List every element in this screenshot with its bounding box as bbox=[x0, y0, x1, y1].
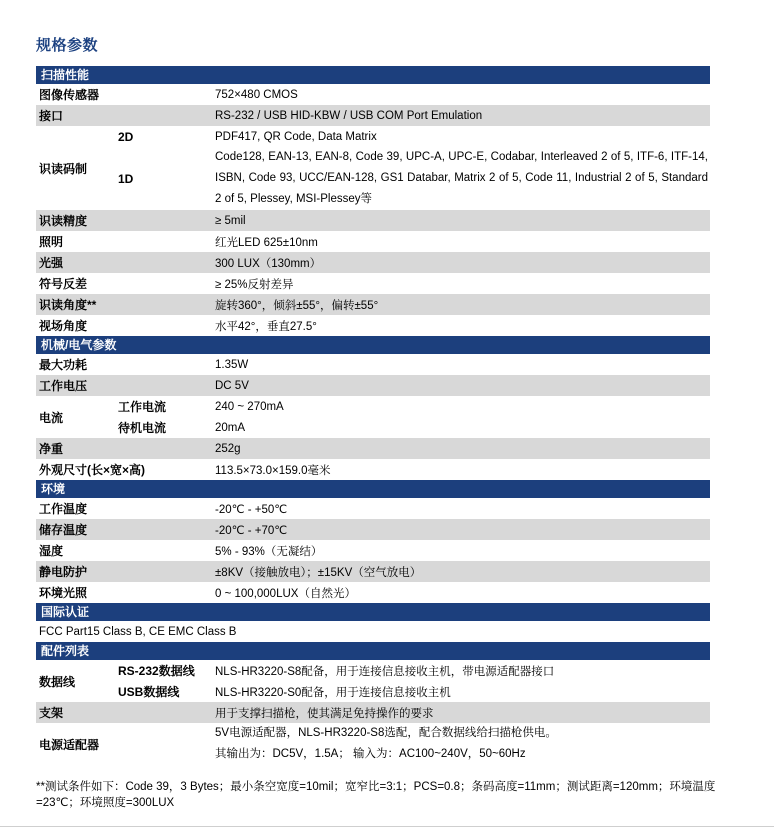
spec-row-illumination bbox=[36, 231, 710, 252]
sub-row-2d bbox=[118, 126, 710, 147]
row-value: 1.35W bbox=[215, 358, 249, 371]
sub-row-value: 20mA bbox=[215, 421, 246, 434]
row-value: RS-232 / USB HID-KBW / USB COM Port Emulation bbox=[215, 109, 483, 122]
row-label: 工作电压 bbox=[39, 379, 88, 393]
spec-row-stand bbox=[36, 702, 710, 723]
spec-row-esd-protection bbox=[36, 561, 710, 582]
page-title: 规格参数 bbox=[36, 37, 99, 54]
row-value: 252g bbox=[215, 442, 241, 455]
row-value: 5% - 93%（无凝结） bbox=[215, 545, 323, 558]
spec-row-field-of-view bbox=[36, 315, 710, 336]
spec-row-operating-temperature bbox=[36, 498, 710, 519]
adapter-value-lines bbox=[215, 723, 557, 765]
row-value: 用于支撑扫描枪，使其满足免持操作的要求 bbox=[215, 707, 434, 720]
spec-row-storage-temperature bbox=[36, 519, 710, 540]
sub-row-usb-cable bbox=[118, 681, 710, 702]
row-label: 接口 bbox=[39, 109, 64, 123]
spec-row-light-intensity bbox=[36, 252, 710, 273]
spec-row-max-power bbox=[36, 354, 710, 375]
symbology-sub-rows bbox=[118, 126, 710, 210]
row-label: 识读码制 bbox=[39, 161, 88, 176]
page-bottom-divider bbox=[0, 826, 774, 827]
row-label: 外观尺寸(长×宽×高) bbox=[39, 463, 146, 477]
row-value: 113.5×73.0×159.0毫米 bbox=[215, 464, 331, 477]
section-header-certifications: 国际认证 bbox=[36, 603, 710, 621]
row-label: 电源适配器 bbox=[39, 737, 100, 752]
row-label: 识读角度** bbox=[39, 298, 97, 312]
spec-row-dimensions bbox=[36, 459, 710, 480]
row-label: 最大功耗 bbox=[39, 358, 88, 372]
spec-row-interface bbox=[36, 105, 710, 126]
row-value: -20℃ - +70℃ bbox=[215, 524, 288, 537]
row-label: 光强 bbox=[39, 256, 64, 270]
row-label: 静电防护 bbox=[39, 565, 88, 579]
section-header-accessories: 配件列表 bbox=[36, 642, 710, 660]
test-conditions-footnote: **测试条件如下：Code 39，3 Bytes；最小条空宽度=10mil；宽窄比=3:1；PCS=0.8；条码高度=11mm；测试距离=120mm；环境温度=23℃；环境照度=300LUX bbox=[36, 781, 716, 809]
spec-row-precision bbox=[36, 210, 710, 231]
row-value: 旋转360°，倾斜±55°，偏转±55° bbox=[215, 299, 379, 312]
row-value: ≥ 5mil bbox=[215, 214, 246, 227]
sub-row-1d bbox=[118, 147, 710, 210]
row-label: 储存温度 bbox=[39, 523, 88, 537]
row-label: 识读精度 bbox=[39, 214, 88, 228]
spec-content bbox=[36, 34, 716, 811]
row-label: 视场角度 bbox=[39, 319, 88, 333]
sub-row-standby-current bbox=[118, 417, 710, 438]
spec-row-symbologies bbox=[36, 126, 710, 210]
row-label: 电流 bbox=[39, 410, 64, 425]
row-value: 0 ~ 100,000LUX（自然光） bbox=[215, 587, 356, 600]
spec-row-reading-angle bbox=[36, 294, 710, 315]
spec-row-operating-voltage bbox=[36, 375, 710, 396]
spec-row-humidity bbox=[36, 540, 710, 561]
row-label: 支架 bbox=[39, 706, 64, 720]
section-header-environment: 环境 bbox=[36, 480, 710, 498]
row-value: ±8KV（接触放电）；±15KV（空气放电） bbox=[215, 566, 422, 579]
spec-row-ambient-light bbox=[36, 582, 710, 603]
spec-row-data-cables bbox=[36, 660, 710, 702]
row-value: DC 5V bbox=[215, 379, 249, 392]
spec-row-current bbox=[36, 396, 710, 438]
row-label: 湿度 bbox=[39, 544, 64, 558]
spec-row-image-sensor bbox=[36, 84, 710, 105]
sub-row-value: NLS-HR3220-S0配备，用于连接信息接收主机 bbox=[215, 686, 451, 699]
row-label: 符号反差 bbox=[39, 277, 88, 291]
row-value: -20℃ - +50℃ bbox=[215, 503, 288, 516]
section-header-mechanical-electrical: 机械/电气参数 bbox=[36, 336, 710, 354]
section-header-scan-performance: 扫描性能 bbox=[36, 66, 710, 84]
row-value: 300 LUX（130mm） bbox=[215, 257, 322, 270]
sub-row-value: PDF417, QR Code, Data Matrix bbox=[215, 130, 377, 143]
cable-sub-rows bbox=[118, 660, 710, 702]
sub-row-label: 工作电流 bbox=[118, 400, 167, 414]
sub-row-label: 1D bbox=[118, 171, 134, 186]
row-label: 工作温度 bbox=[39, 502, 88, 516]
sub-row-label: 2D bbox=[118, 129, 134, 144]
row-label: 照明 bbox=[39, 235, 64, 249]
spec-row-certifications: FCC Part15 Class B, CE EMC Class B bbox=[39, 625, 237, 638]
sub-row-value: NLS-HR3220-S8配备，用于连接信息接收主机，带电源适配器接口 bbox=[215, 665, 555, 678]
spec-row-net-weight bbox=[36, 438, 710, 459]
row-label: 数据线 bbox=[39, 674, 76, 689]
row-label: 净重 bbox=[39, 442, 64, 456]
sub-row-label: USB数据线 bbox=[118, 685, 180, 699]
adapter-value-line-2: 其输出为：DC5V，1.5A； 输入为：AC100~240V，50~60Hz bbox=[215, 748, 526, 760]
current-sub-rows bbox=[118, 396, 710, 438]
spec-row-symbol-contrast bbox=[36, 273, 710, 294]
sub-row-rs232-cable bbox=[118, 660, 710, 681]
row-label: 环境光照 bbox=[39, 586, 88, 600]
row-value: 水平42°，垂直27.5° bbox=[215, 320, 317, 333]
row-value: 752×480 CMOS bbox=[215, 88, 298, 101]
row-value: 红光LED 625±10nm bbox=[215, 236, 318, 249]
spec-row-power-adapter bbox=[36, 723, 710, 765]
sub-row-label: RS-232数据线 bbox=[118, 664, 195, 678]
row-value: ≥ 25%反射差异 bbox=[215, 278, 294, 291]
adapter-value-line-1: 5V电源适配器，NLS-HR3220-S8选配，配合数据线给扫描枪供电。 bbox=[215, 727, 557, 739]
sub-row-label: 待机电流 bbox=[118, 421, 167, 435]
sub-row-working-current bbox=[118, 396, 710, 417]
sub-row-value: Code128, EAN-13, EAN-8, Code 39, UPC-A, UPC-E, Codabar, Interleaved 2 of 5, ITF-6, ITF-14, ISBN, Code 93, UCC/EAN-128, GS1 Databar, Matrix 2 of 5, Code 11, Industrial 2 of 5, Standard 2 of 5, Plessey, MSI-Plessey等 bbox=[215, 151, 708, 205]
row-label: 图像传感器 bbox=[39, 88, 100, 102]
sub-row-value: 240 ~ 270mA bbox=[215, 400, 284, 413]
